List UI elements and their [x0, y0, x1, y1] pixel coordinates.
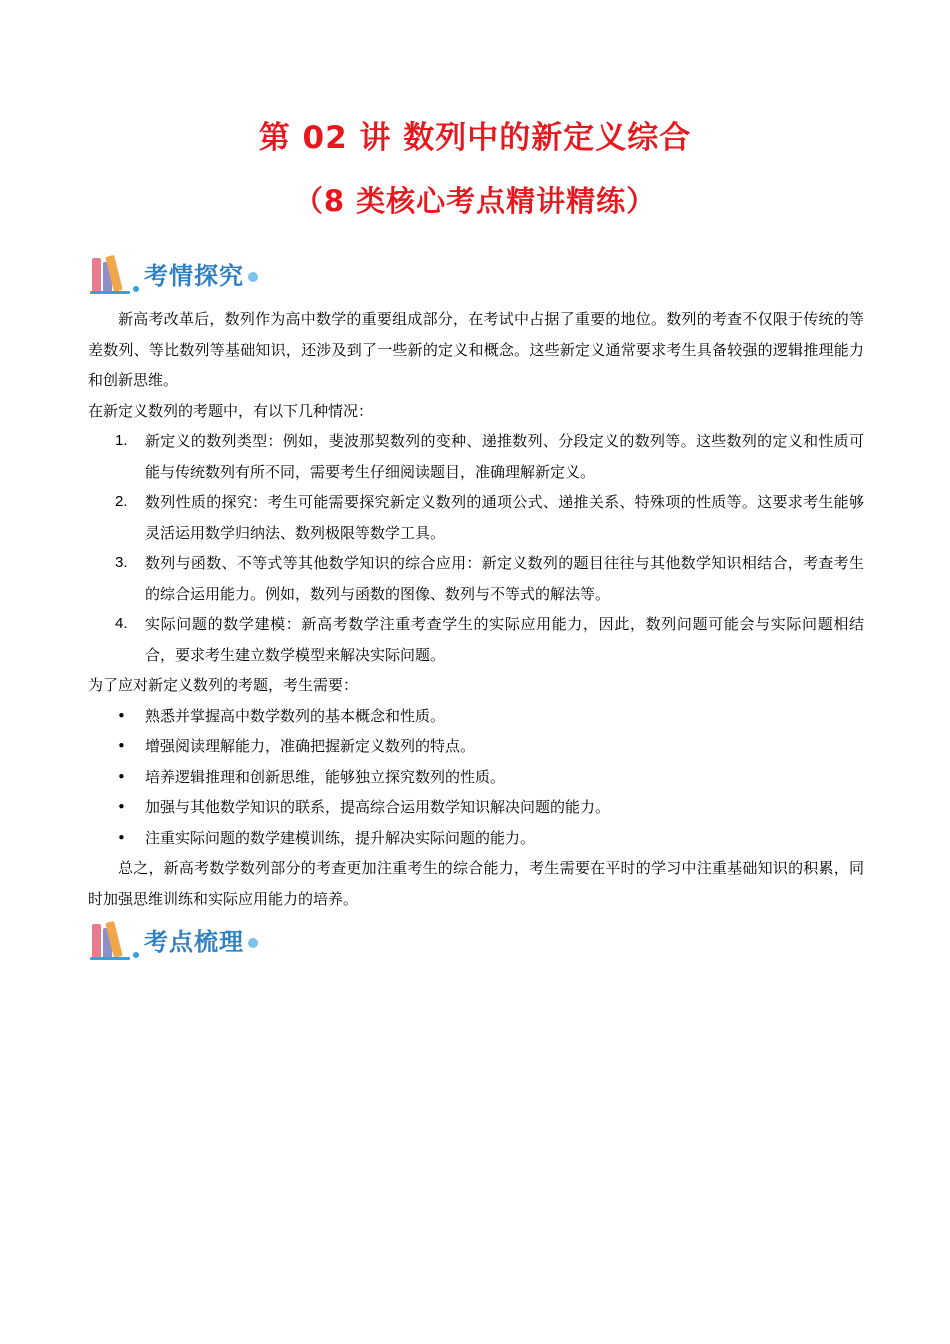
list-text: 数列与函数、不等式等其他数学知识的综合应用：新定义数列的题目往往与其他数学知识相结合，考查考生的综合运用能力。例如，数列与函数的图像、数列与不等式的解法等。: [145, 554, 864, 603]
intro-paragraph: 新高考改革后，数列作为高中数学的重要组成部分，在考试中占据了重要的地位。数列的考查不仅限于传统的等差数列、等比数列等基础知识，还涉及到了一些新的定义和概念。这些新定义通常要求考生具备较强的逻辑推理能力和创新思维。: [88, 310, 864, 389]
list-number: 3.: [115, 554, 128, 571]
situations-lead: 在新定义数列的考题中，有以下几种情况：: [88, 401, 374, 420]
list-item: [88, 426, 864, 487]
conclusion-paragraph: 总之，新高考数学数列部分的考查更加注重考生的综合能力，考生需要在平时的学习中注重基础知识的积累，同时加强思维训练和实际应用能力的培养。: [88, 859, 864, 908]
list-item: [88, 487, 864, 548]
section-title: 考点梳理: [144, 928, 244, 956]
section-body: [88, 304, 864, 914]
page-subtitle: （8 类核心考点精讲精练）: [293, 184, 657, 218]
list-text: 实际问题的数学建模：新高考数学注重考查学生的实际应用能力，因此，数列问题可能会与实际问题相结合，要求考生建立数学模型来解决实际问题。: [145, 615, 864, 664]
list-text: 数列性质的探究：考生可能需要探究新定义数列的通项公式、递推关系、特殊项的性质等。这要求考生能够灵活运用数学归纳法、数列极限等数学工具。: [145, 493, 864, 542]
dot-icon: [248, 938, 258, 948]
bullet-icon: •: [117, 767, 126, 786]
bullet-icon: •: [117, 828, 126, 847]
bullet-icon: •: [117, 798, 126, 816]
bullet-item: [88, 731, 864, 762]
list-text: 新定义的数列类型：例如，斐波那契数列的变种、递推数列、分段定义的数列等。这些数列的定义和性质可能与传统数列有所不同，需要考生仔细阅读题目，准确理解新定义。: [145, 432, 864, 481]
page-title: 第 02 讲 数列中的新定义综合: [258, 120, 692, 156]
list-item: [88, 609, 864, 670]
books-icon: [90, 254, 140, 294]
dot-icon: [248, 272, 258, 282]
section-header-review: [90, 918, 258, 960]
section-title: 考情探究: [144, 262, 244, 290]
bullet-text: 熟悉并掌握高中数学数列的基本概念和性质。: [145, 706, 446, 725]
bullet-item: [88, 823, 864, 854]
list-number: 1.: [115, 432, 128, 449]
bullet-item: [88, 762, 864, 793]
bullet-item: [88, 792, 864, 823]
needs-lead: 为了应对新定义数列的考题，考生需要：: [88, 676, 359, 694]
books-icon: [90, 920, 140, 960]
bullet-text: 注重实际问题的数学建模训练，提升解决实际问题的能力。: [145, 828, 536, 847]
bullet-text: 加强与其他数学知识的联系，提高综合运用数学知识解决问题的能力。: [145, 798, 611, 816]
bullet-item: [88, 701, 864, 732]
bullet-text: 增强阅读理解能力，准确把握新定义数列的特点。: [145, 737, 476, 755]
bullet-icon: •: [117, 706, 126, 725]
bullet-text: 培养逻辑推理和创新思维，能够独立探究数列的性质。: [145, 767, 506, 786]
bullet-icon: •: [117, 737, 126, 755]
list-number: 4.: [115, 615, 128, 632]
section-header-exploration: [90, 252, 258, 294]
list-number: 2.: [115, 493, 128, 510]
list-item: [88, 548, 864, 609]
